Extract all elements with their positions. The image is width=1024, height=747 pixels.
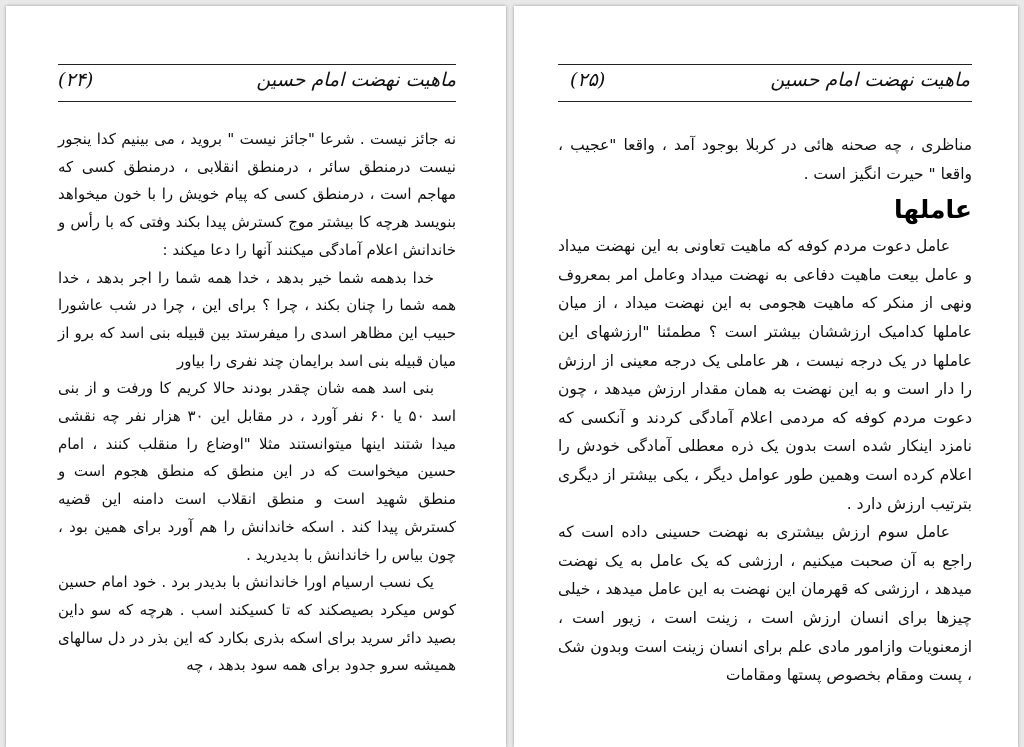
left-paragraph-3: بنی اسد همه شان چقدر بودند حالا کریم کا ورفت و از بنی اسد ۵۰ یا ۶۰ نفر آورد ، در مقابل این ۳۰ هزار نفر چه نقشی میدا شتند اینها میتوانستند مثلا "اوضاع را منقلب کنند ، امام حسین میخواست که در این منطق که منطق هجوم است و منطق شهید است و منطق انقلاب است دامنه این قضیه کسترش پیدا کند . اسکه خاندانش را هم آورد برای همین بود ، چون بیاس را خاندانش با بدیدرید . bbox=[58, 379, 456, 564]
left-page-header bbox=[58, 64, 456, 102]
right-running-title: ماهیت نهضت امام حسین bbox=[770, 69, 970, 91]
section-heading: عاملها bbox=[893, 195, 972, 225]
left-running-title: ماهیت نهضت امام حسین bbox=[256, 69, 456, 91]
right-page-body bbox=[558, 131, 972, 690]
right-paragraph-1: عامل دعوت مردم کوفه که ماهیت تعاونی به این نهضت میداد و عامل بیعت ماهیت دفاعی به نهضت میداد وعامل امر بمعروف ونهی از منکر که ماهیت هجومی به این نهضت میداد ، از میان عاملها کدامیک ارزششان بیشتر است ؟ مطمئنا "ارزشهای این عاملها در یک درجه نیست ، هر عاملی یک درجه معینی از ارزش را دار است و به این نهضت به همان مقدار ارزش میدهد ، چون دعوت مردم کوفه که مردمی اعلام آمادگی کردند و آنکسی که نامزد اینکار شده است بدون یک ذره معطلی آمادگی خودش را اعلام کرده است وهمین طور عوامل دیگر ، یکی بیشتر از دیگری بترتیب ارزش دارد . bbox=[558, 237, 972, 513]
left-page-number: (۲۴) bbox=[58, 69, 94, 91]
right-page-number: (۲۵) bbox=[570, 69, 606, 91]
left-paragraph-2: خدا بدهمه شما خیر بدهد ، خدا همه شما را اجر بدهد ، خدا همه شما را چنان بکند ، چرا ؟ برای این ، چرا در شب عاشورا حبیب این مظاهر اسدی را میفرستد بین قبیله بنی اسد که برو از میان قبیله بنی اسد برایمان چند نفری را بیاور bbox=[58, 268, 456, 370]
left-paragraph-1: نه جائز نیست . شرعا "جائز نیست " بروید ، می بینیم کدا ینجور نیست درمنطق سائر ، درمنطق انقلابی ، درمنطق کسی که مهاجم است ، درمنطق کسی که پیام خویش را با خون میخواهد بنویسد هرچه کا بیشتر موج کسترش پیدا بکند وفتی که با رأس و خاندانش اعلام آمادگی میکنند آنها را دعا میکند : bbox=[58, 130, 456, 259]
right-page-header bbox=[558, 64, 972, 102]
left-page-body bbox=[58, 126, 456, 680]
right-paragraph-2: عامل سوم ارزش بیشتری به نهضت حسینی داده است که راجع به آن صحبت میکنیم ، ارزشی که یک عامل به یک نهضت میدهد ، ارزشی که قهرمان این نهضت به این عامل میدهد ، خیلی چیزها برای انسان ارزش است ، زینت است ، زیور است ، ازمعنویات وازامور مادی علم برای انسان زینت است وبدون شک ، پست ومقام بخصوص پستها ومقامات bbox=[558, 523, 972, 685]
left-paragraph-4: یک نسب ارسیام اورا خاندانش با بدیدر برد . خود امام حسین کوس میکرد بصیصکند که تا کسیکند اسب . هرچه که سو داین بصید دائر سرید برای اسکه بذری بکارد که این بذر در دل سالهای همیشه سرو جدود برای همه سود بدهد ، چه bbox=[58, 573, 456, 675]
right-intro-paragraph: مناظری ، چه صحنه هائی در کربلا بوجود آمد ، واقعا "عجیب ، واقعا " حیرت انگیز است . bbox=[558, 136, 972, 183]
left-page bbox=[6, 6, 506, 747]
right-page bbox=[514, 6, 1018, 747]
